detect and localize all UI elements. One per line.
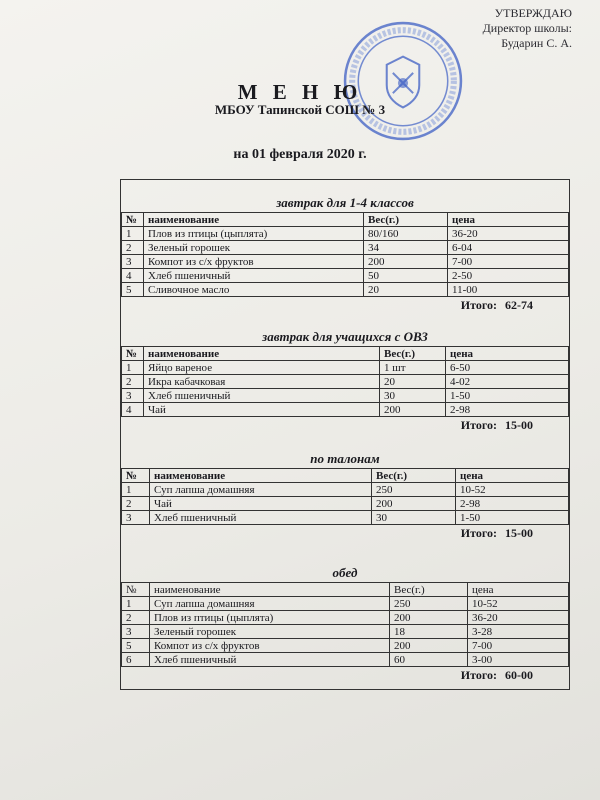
cell-weight: 200 [390,611,468,625]
cell-number: 2 [122,241,144,255]
cell-price: 6-50 [446,361,569,375]
cell-number: 5 [122,283,144,297]
table-row [122,639,569,653]
col-header-name: наименование [150,583,390,597]
total-value: 15-00 [505,418,533,432]
cell-name: Сливочное масло [144,283,364,297]
cell-weight: 20 [380,375,446,389]
table-row [122,241,569,255]
table-row [122,361,569,375]
cell-price: 1-50 [446,389,569,403]
cell-price: 7-00 [448,255,569,269]
cell-price: 3-28 [468,625,569,639]
menu-date: на 01 февраля 2020 г. [233,147,367,162]
cell-name: Суп лапша домашняя [150,597,390,611]
cell-name: Суп лапша домашняя [150,483,372,497]
table-row [122,611,569,625]
cell-name: Хлеб пшеничный [144,389,380,403]
table-header-row [122,213,569,227]
cell-number: 1 [122,483,150,497]
approval-block [483,6,572,51]
cell-number: 3 [122,511,150,525]
table-header-row [122,347,569,361]
section-total [121,525,569,541]
col-header-weight: Вес(г.) [390,583,468,597]
total-value: 15-00 [505,526,533,540]
section-breakfast-ovz [121,328,569,433]
cell-price: 36-20 [448,227,569,241]
total-label: Итого: [460,298,497,312]
approval-name: Бударин С. А. [501,36,572,50]
col-header-number: № [122,213,144,227]
table-header-row [122,469,569,483]
cell-weight: 34 [364,241,448,255]
col-header-weight: Вес(г.) [364,213,448,227]
col-header-name: наименование [144,213,364,227]
cell-weight: 200 [372,497,456,511]
cell-weight: 200 [390,639,468,653]
cell-name: Яйцо вареное [144,361,380,375]
cell-number: 2 [122,375,144,389]
col-header-number: № [122,583,150,597]
cell-price: 11-00 [448,283,569,297]
cell-weight: 1 шт [380,361,446,375]
section-total [121,667,569,683]
table-row [122,597,569,611]
col-header-price: цена [468,583,569,597]
cell-name: Зеленый горошек [150,625,390,639]
cell-number: 2 [122,497,150,511]
col-header-number: № [122,347,144,361]
cell-number: 1 [122,361,144,375]
cell-name: Хлеб пшеничный [150,511,372,525]
menu-table [121,212,569,297]
cell-price: 7-00 [468,639,569,653]
col-header-name: наименование [150,469,372,483]
col-header-price: цена [456,469,569,483]
cell-number: 6 [122,653,150,667]
cell-weight: 250 [390,597,468,611]
table-row [122,625,569,639]
table-row [122,255,569,269]
table-row [122,403,569,417]
cell-price: 2-98 [446,403,569,417]
cell-price: 3-00 [468,653,569,667]
total-label: Итого: [460,668,497,682]
section-breakfast-1-4 [121,194,569,313]
section-title: по талонам [310,451,380,466]
cell-name: Плов из птицы (цыплята) [150,611,390,625]
section-total [121,297,569,313]
cell-price: 2-50 [448,269,569,283]
cell-weight: 50 [364,269,448,283]
table-row [122,511,569,525]
cell-price: 10-52 [468,597,569,611]
table-row [122,483,569,497]
total-value: 60-00 [505,668,533,682]
col-header-name: наименование [144,347,380,361]
col-header-price: цена [448,213,569,227]
menu-table [121,346,569,417]
cell-number: 4 [122,269,144,283]
cell-weight: 30 [380,389,446,403]
table-row [122,375,569,389]
menu-table [121,468,569,525]
cell-name: Зеленый горошек [144,241,364,255]
cell-name: Хлеб пшеничный [144,269,364,283]
menu-frame [120,179,570,690]
col-header-weight: Вес(г.) [372,469,456,483]
cell-weight: 80/160 [364,227,448,241]
cell-price: 6-04 [448,241,569,255]
cell-number: 4 [122,403,144,417]
cell-weight: 18 [390,625,468,639]
cell-price: 2-98 [456,497,569,511]
table-row [122,653,569,667]
col-header-weight: Вес(г.) [380,347,446,361]
section-title: обед [332,565,358,580]
cell-name: Икра кабачковая [144,375,380,389]
col-header-price: цена [446,347,569,361]
cell-weight: 30 [372,511,456,525]
cell-number: 1 [122,597,150,611]
cell-name: Хлеб пшеничный [150,653,390,667]
total-value: 62-74 [505,298,533,312]
menu-table [121,582,569,667]
cell-price: 4-02 [446,375,569,389]
cell-name: Чай [150,497,372,511]
approval-position: Директор школы: [482,21,572,35]
cell-number: 3 [122,389,144,403]
cell-weight: 250 [372,483,456,497]
total-label: Итого: [460,526,497,540]
cell-name: Чай [144,403,380,417]
table-row [122,497,569,511]
school-name: МБОУ Тапинской СОШ № 3 [214,102,386,117]
cell-number: 5 [122,639,150,653]
section-total [121,417,569,433]
total-label: Итого: [460,418,497,432]
cell-price: 1-50 [456,511,569,525]
section-lunch [121,564,569,683]
table-row [122,269,569,283]
section-title: завтрак для 1-4 классов [276,195,414,210]
cell-weight: 60 [390,653,468,667]
approval-title: УТВЕРЖДАЮ [494,6,572,20]
cell-name: Компот из с/х фруктов [144,255,364,269]
table-row [122,389,569,403]
table-row [122,227,569,241]
page-title: М Е Н Ю [237,80,363,104]
table-row [122,283,569,297]
cell-name: Плов из птицы (цыплята) [144,227,364,241]
cell-weight: 20 [364,283,448,297]
cell-number: 2 [122,611,150,625]
cell-number: 3 [122,255,144,269]
cell-number: 3 [122,625,150,639]
cell-price: 36-20 [468,611,569,625]
cell-weight: 200 [380,403,446,417]
section-title: завтрак для учащихся с ОВЗ [262,329,428,344]
col-header-number: № [122,469,150,483]
cell-price: 10-52 [456,483,569,497]
cell-name: Компот из с/х фруктов [150,639,390,653]
cell-weight: 200 [364,255,448,269]
cell-number: 1 [122,227,144,241]
table-header-row [122,583,569,597]
section-coupons [121,450,569,541]
